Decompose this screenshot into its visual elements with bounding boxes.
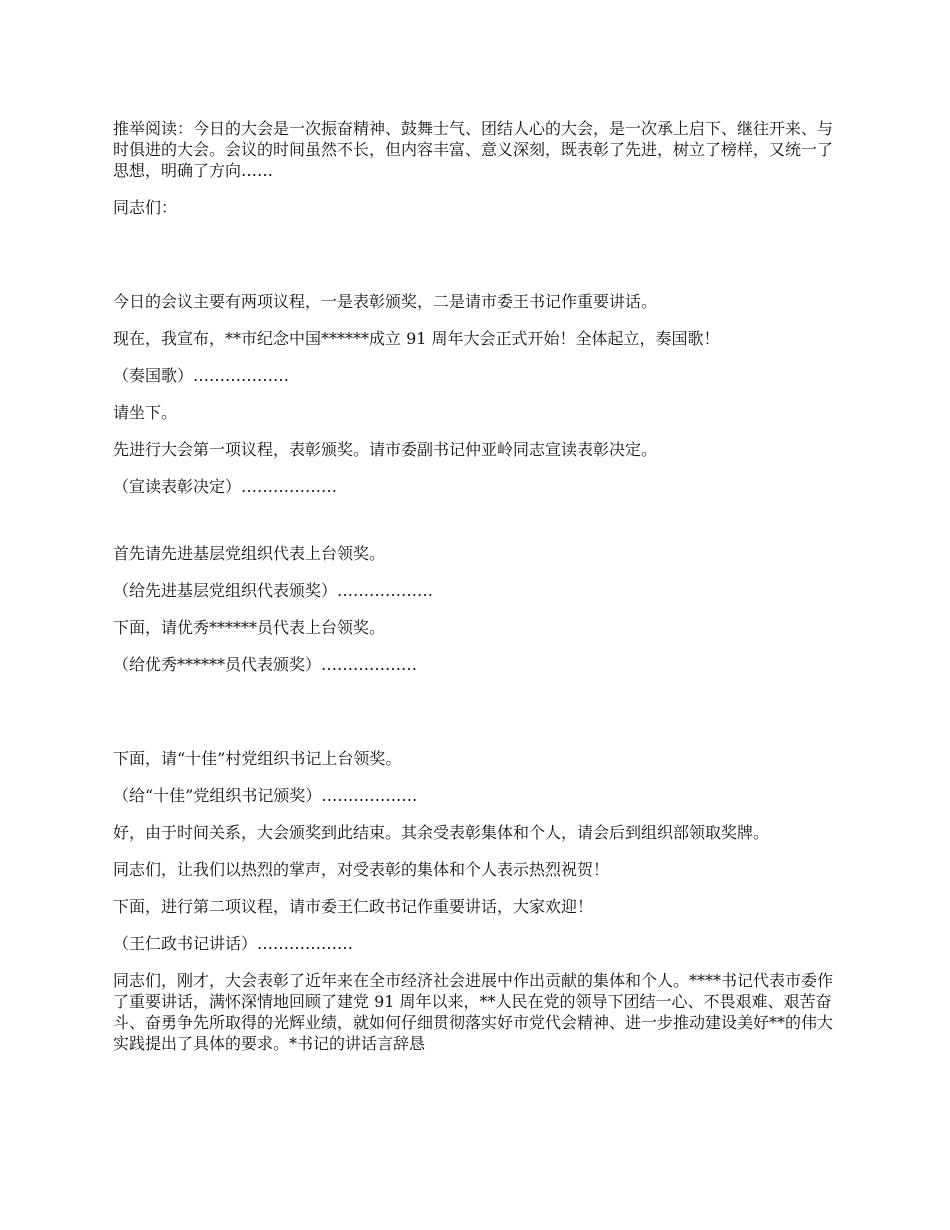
blank-space bbox=[113, 691, 848, 748]
paragraph-read-decision: （宣读表彰决定）……………… bbox=[113, 477, 338, 496]
paragraph-second-agenda: 下面，进行第二项议程，请市委王仁政书记作重要讲话，大家欢迎！ bbox=[113, 897, 594, 916]
blank-space bbox=[113, 234, 848, 291]
paragraph-opening: 现在，我宣布，**市纪念中国******成立 91 周年大会正式开始！全体起立，奏国歌！ bbox=[113, 329, 720, 348]
paragraph-sit-down: 请坐下。 bbox=[113, 403, 178, 422]
paragraph-applause: 同志们，让我们以热烈的掌声，对受表彰的集体和个人表示热烈祝贺！ bbox=[113, 860, 610, 879]
blank-space bbox=[113, 513, 848, 543]
paragraph-summary: 同志们，刚才，大会表彰了近年来在全市经济社会进展中作出贡献的集体和个人。****书记代表市委作了重要讲话，满怀深情地回顾了建党 91 周年以来，**人民在党的领导下团结一心、不畏艰难、艰苦奋斗、奋勇争先所取得的光辉业绩，就如何仔细贯彻落实好市党代会精神、进一步推动建设美好**的伟大实践提出了具体的要求。*书记的讲话言辞恳 bbox=[113, 971, 834, 1053]
paragraph-salutation: 同志们： bbox=[113, 198, 178, 217]
document-body bbox=[113, 118, 848, 1070]
paragraph-first-agenda: 先进行大会第一项议程，表彰颁奖。请市委副书记仲亚岭同志宣读表彰决定。 bbox=[113, 440, 658, 459]
paragraph-intro: 推举阅读：今日的大会是一次振奋精神、鼓舞士气、团结人心的大会，是一次承上启下、继往开来、与时俱进的大会。会议的时间虽然不长，但内容丰富、意义深刻，既表彰了先进，树立了榜样，又统一了思想，明确了方向…… bbox=[113, 119, 834, 180]
paragraph-award-3: 下面，请“十佳”村党组织书记上台领奖。 bbox=[113, 749, 402, 768]
paragraph-award-3-note: （给“十佳”党组织书记颁奖）……………… bbox=[113, 786, 418, 805]
paragraph-agenda: 今日的会议主要有两项议程，一是表彰颁奖，二是请市委王书记作重要讲话。 bbox=[113, 292, 658, 311]
paragraph-award-1-note: （给先进基层党组织代表颁奖）……………… bbox=[113, 581, 434, 600]
paragraph-award-end: 好，由于时间关系，大会颁奖到此结束。其余受表彰集体和个人，请会后到组织部领取奖牌。 bbox=[113, 823, 770, 842]
paragraph-award-2-note: （给优秀******员代表颁奖）……………… bbox=[113, 655, 418, 674]
paragraph-award-1: 首先请先进基层党组织代表上台领奖。 bbox=[113, 544, 386, 563]
paragraph-anthem: （奏国歌）……………… bbox=[113, 366, 290, 385]
paragraph-speech-note: （王仁政书记讲话）……………… bbox=[113, 934, 354, 953]
paragraph-award-2: 下面，请优秀******员代表上台领奖。 bbox=[113, 618, 386, 637]
